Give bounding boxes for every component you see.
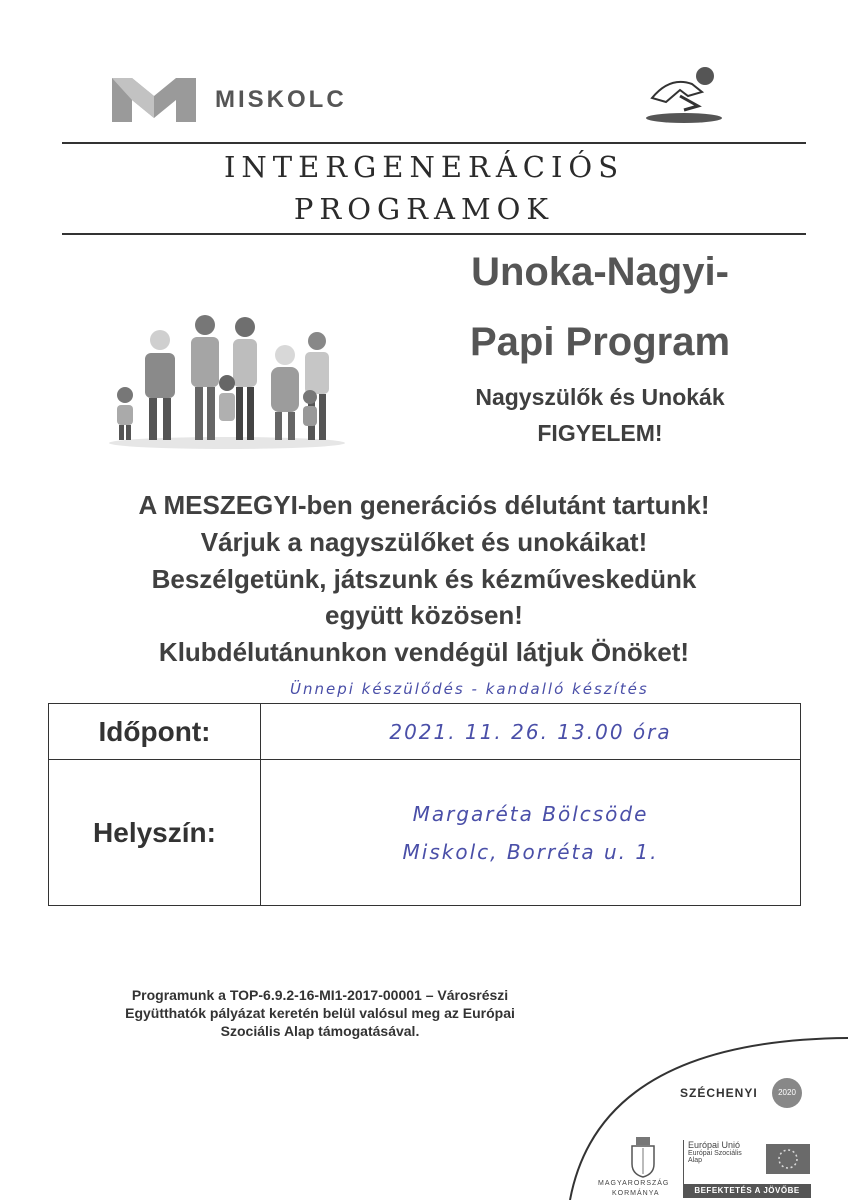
handwritten-topic: Ünnepi készülődés - kandalló készítés [290, 680, 649, 698]
gov-label-line2: KORMÁNYA [612, 1190, 660, 1197]
eu-banner: BEFEKTETÉS A JÖVŐBE [683, 1184, 811, 1198]
body-line: A MESZEGYI-ben generációs délutánt tartunk! [138, 490, 710, 520]
program-title-line2: Papi Program [469, 320, 731, 364]
hungary-coat-of-arms-icon [628, 1134, 658, 1178]
eu-flag-icon [766, 1144, 810, 1174]
funding-note-line1: Programunk a TOP-6.9.2-16-MI1-2017-00001 – Városrészi [131, 987, 509, 1003]
place-line2: Miskolc, Borréta u. 1. [402, 839, 659, 864]
subtitle-line1: Nagyszülők és Unokák [475, 384, 725, 410]
body-line: Beszélgetünk, játszunk és kézműveskedünk [151, 564, 697, 594]
time-value: 2021. 11. 26. 13.00 óra [261, 704, 801, 760]
family-illustration [105, 295, 350, 455]
place-value [261, 760, 801, 906]
funding-note-line3: Szociális Alap támogatásával. [220, 1023, 420, 1039]
city-name: MISKOLC [215, 86, 347, 113]
funding-note-line2: Együtthatók pályázat keretén belül valósul meg az Európai [125, 1005, 515, 1021]
szechenyi-label: SZÉCHENYI [680, 1086, 758, 1100]
bottom-rule [62, 233, 806, 235]
heading-line1: INTERGENERÁCIÓS [223, 150, 625, 184]
event-info-table [48, 703, 801, 906]
subtitle-line2: FIGYELEM! [537, 420, 663, 446]
heading-line2: PROGRAMOK [293, 192, 555, 226]
snowboarder-icon [640, 62, 724, 128]
szechenyi-2020-icon: 2020 [772, 1078, 802, 1108]
gov-label-line1: MAGYARORSZÁG [598, 1180, 670, 1187]
eu-line1: Európai Unió [688, 1140, 741, 1150]
program-title-line1: Unoka-Nagyi- [471, 250, 729, 294]
body-line: együtt közösen! [325, 600, 523, 630]
top-rule [62, 142, 806, 144]
body-line: Várjuk a nagyszülőket és unokáikat! [200, 527, 648, 557]
place-label: Helyszín: [49, 760, 261, 906]
eu-line3: Alap [688, 1157, 703, 1164]
time-label: Időpont: [49, 704, 261, 760]
body-line: Klubdélutánunkon vendégül látjuk Önöket! [158, 637, 690, 667]
place-line1: Margaréta Bölcsöde [412, 801, 649, 826]
eu-line2: Európai Szociális [688, 1150, 742, 1157]
miskolc-logo-icon [110, 72, 198, 128]
